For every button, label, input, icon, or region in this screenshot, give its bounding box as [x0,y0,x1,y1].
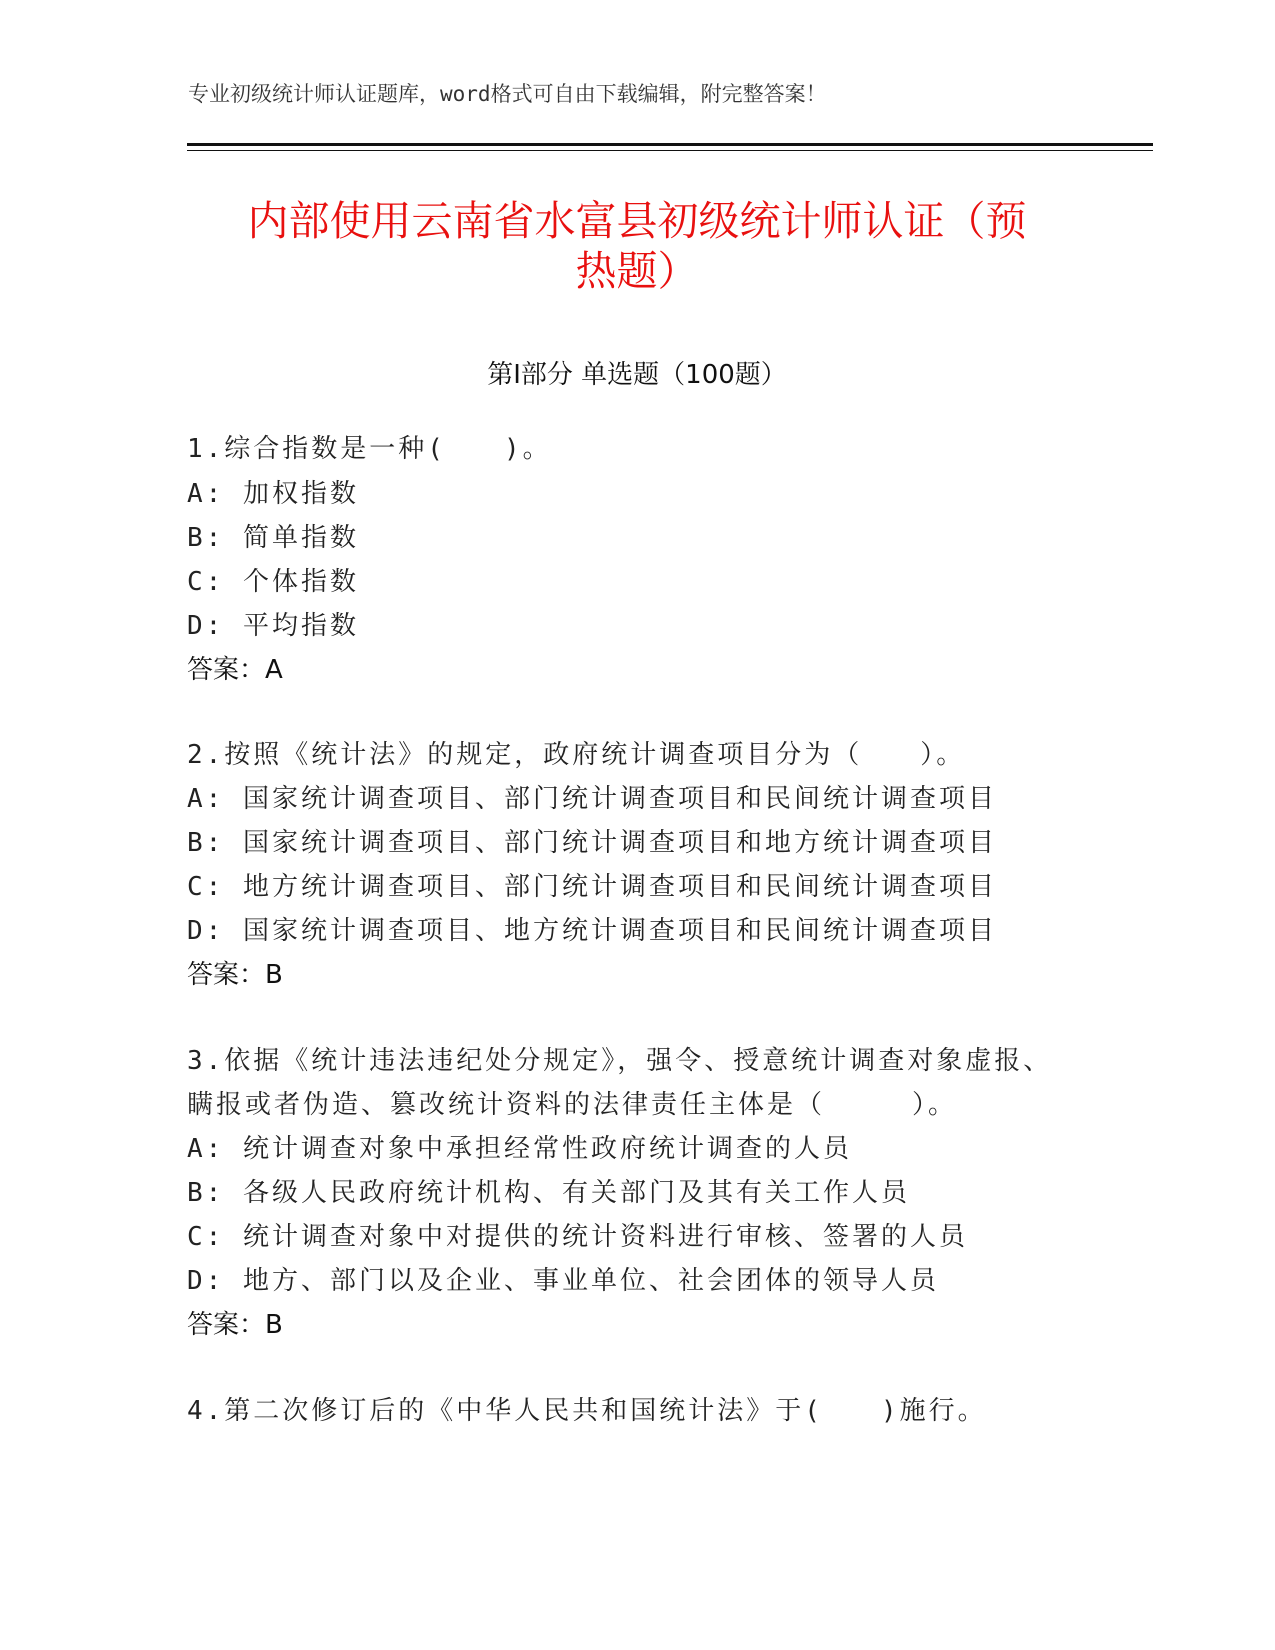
question-3-option-b: B: 各级人民政府统计机构、有关部门及其有关工作人员 [187,1178,910,1208]
question-2-option-a: A: 国家统计调查项目、部门统计调查项目和民间统计调查项目 [187,784,997,814]
question-2-option-b: B: 国家统计调查项目、部门统计调查项目和地方统计调查项目 [187,828,997,858]
question-4-stem: 4.第二次修订后的《中华人民共和国统计法》于( )施行。 [187,1396,987,1426]
header-note: 专业初级统计师认证题库，word格式可自由下载编辑，附完整答案！ [188,82,827,106]
question-1-option-b: B: 简单指数 [187,523,359,553]
document-title-line-2: 热题） [575,247,699,295]
question-1-option-a: A: 加权指数 [187,479,359,509]
question-2-stem: 2.按照《统计法》的规定，政府统计调查项目分为（ ）。 [187,740,966,770]
document-title-line-1: 内部使用云南省水富县初级统计师认证（预 [247,197,1027,245]
question-1-stem: 1.综合指数是一种( )。 [187,434,552,464]
question-3-option-a: A: 统计调查对象中承担经常性政府统计调查的人员 [187,1134,852,1164]
question-1-option-d: D: 平均指数 [187,611,359,641]
question-3-stem-line-2: 瞒报或者伪造、篡改统计资料的法律责任主体是（ ）。 [187,1090,958,1120]
question-3-option-c: C: 统计调查对象中对提供的统计资料进行审核、签署的人员 [187,1222,968,1252]
question-1-option-c: C: 个体指数 [187,567,359,597]
section-title: 第Ⅰ部分 单选题（100题） [487,360,787,390]
question-3-option-d: D: 地方、部门以及企业、事业单位、社会团体的领导人员 [187,1266,939,1296]
question-3-stem-line-1: 3.依据《统计违法违纪处分规定》，强令、授意统计调查对象虚报、 [187,1046,1053,1076]
document-title [187,196,1087,296]
question-3-answer: 答案：B [187,1310,283,1340]
header-divider-thick [187,143,1153,146]
question-2-option-d: D: 国家统计调查项目、地方统计调查项目和民间统计调查项目 [187,916,997,946]
question-2-option-c: C: 地方统计调查项目、部门统计调查项目和民间统计调查项目 [187,872,997,902]
question-2-answer: 答案：B [187,960,283,990]
question-1-answer: 答案：A [187,655,283,685]
header-divider-thin [187,150,1153,151]
